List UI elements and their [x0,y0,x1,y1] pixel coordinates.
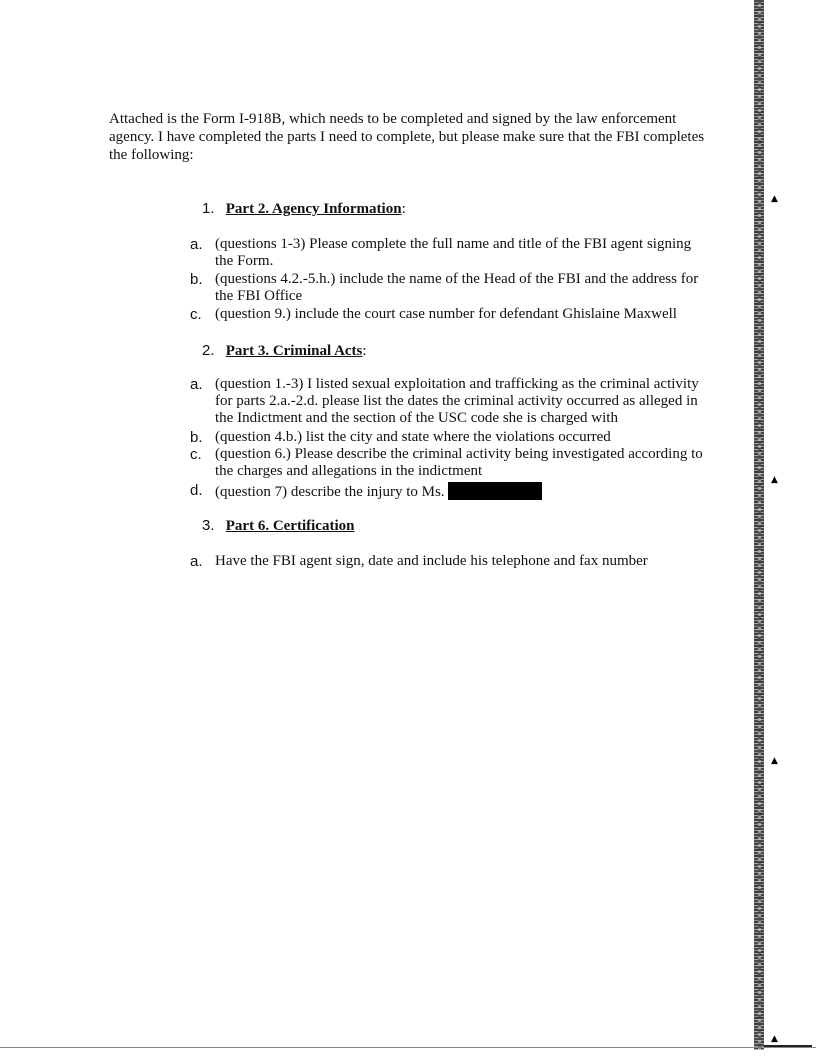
scan-bottom-line [0,1047,816,1048]
item-letter: d. [190,482,203,499]
item-letter: a. [190,236,203,253]
item-letter: a. [190,376,203,393]
list-item [190,553,710,570]
item-text: Have the FBI agent sign, date and include his telephone and fax number [215,553,648,569]
scan-edge-strip-inner [758,0,761,1050]
item-text: (questions 1-3) Please complete the full name and title of the FBI agent signing the Form. [215,236,692,269]
section-3-title: Part 6. Certification [225,518,355,534]
section-1-title: Part 2. Agency Information [225,201,402,217]
list-item [190,376,710,427]
list-item [190,446,710,480]
item-text: (question 6.) Please describe the criminal activity being investigated according to the charges and allegations in the indictment [215,446,703,479]
item-text: (question 4.b.) list the city and state where the violations occurred [215,429,611,445]
item-letter: a. [190,553,203,570]
section-2-number: 2. [202,342,215,359]
list-item [190,236,710,270]
item-letter: b. [190,271,203,288]
section-3-number: 3. [202,517,215,534]
section-1-number: 1. [202,200,215,217]
list-item [190,482,710,501]
redaction-block [448,482,542,500]
scan-mark-icon: ▲ [771,756,778,766]
item-letter: c. [190,306,202,323]
section-1-colon: : [401,201,406,217]
section-1-heading [202,200,406,218]
item-letter: c. [190,446,202,463]
item-text: (questions 4.2.-5.h.) include the name of the Head of the FBI and the address for the FBI Office [215,271,699,304]
scan-mark-icon: ▲ [771,1034,778,1044]
section-2-colon: : [362,343,367,359]
list-item [190,271,710,305]
item-letter: b. [190,429,203,446]
scan-mark-icon: ▲ [771,475,778,485]
section-2-title: Part 3. Criminal Acts [225,343,363,359]
intro-paragraph: Attached is the Form I-918B, which needs to be completed and signed by the law enforcement agency. I have completed the parts I need to complete, but please make sure that the FBI completes the following: [109,111,705,163]
item-text: (question 1.-3) I listed sexual exploitation and trafficking as the criminal activity for parts 2.a.-2.d. please list the dates the criminal activity occurred as alleged in the Indictment and the section of the USC code she is charged with [215,376,699,426]
list-item [190,306,710,323]
section-2-heading [202,342,367,360]
section-3-heading [202,517,354,535]
scan-mark-icon: ▲ [771,194,778,204]
list-item [190,429,710,446]
item-text: (question 9.) include the court case number for defendant Ghislaine Maxwell [215,306,677,322]
item-text: (question 7) describe the injury to Ms. [215,484,445,500]
scan-bottom-mark [764,1045,812,1047]
